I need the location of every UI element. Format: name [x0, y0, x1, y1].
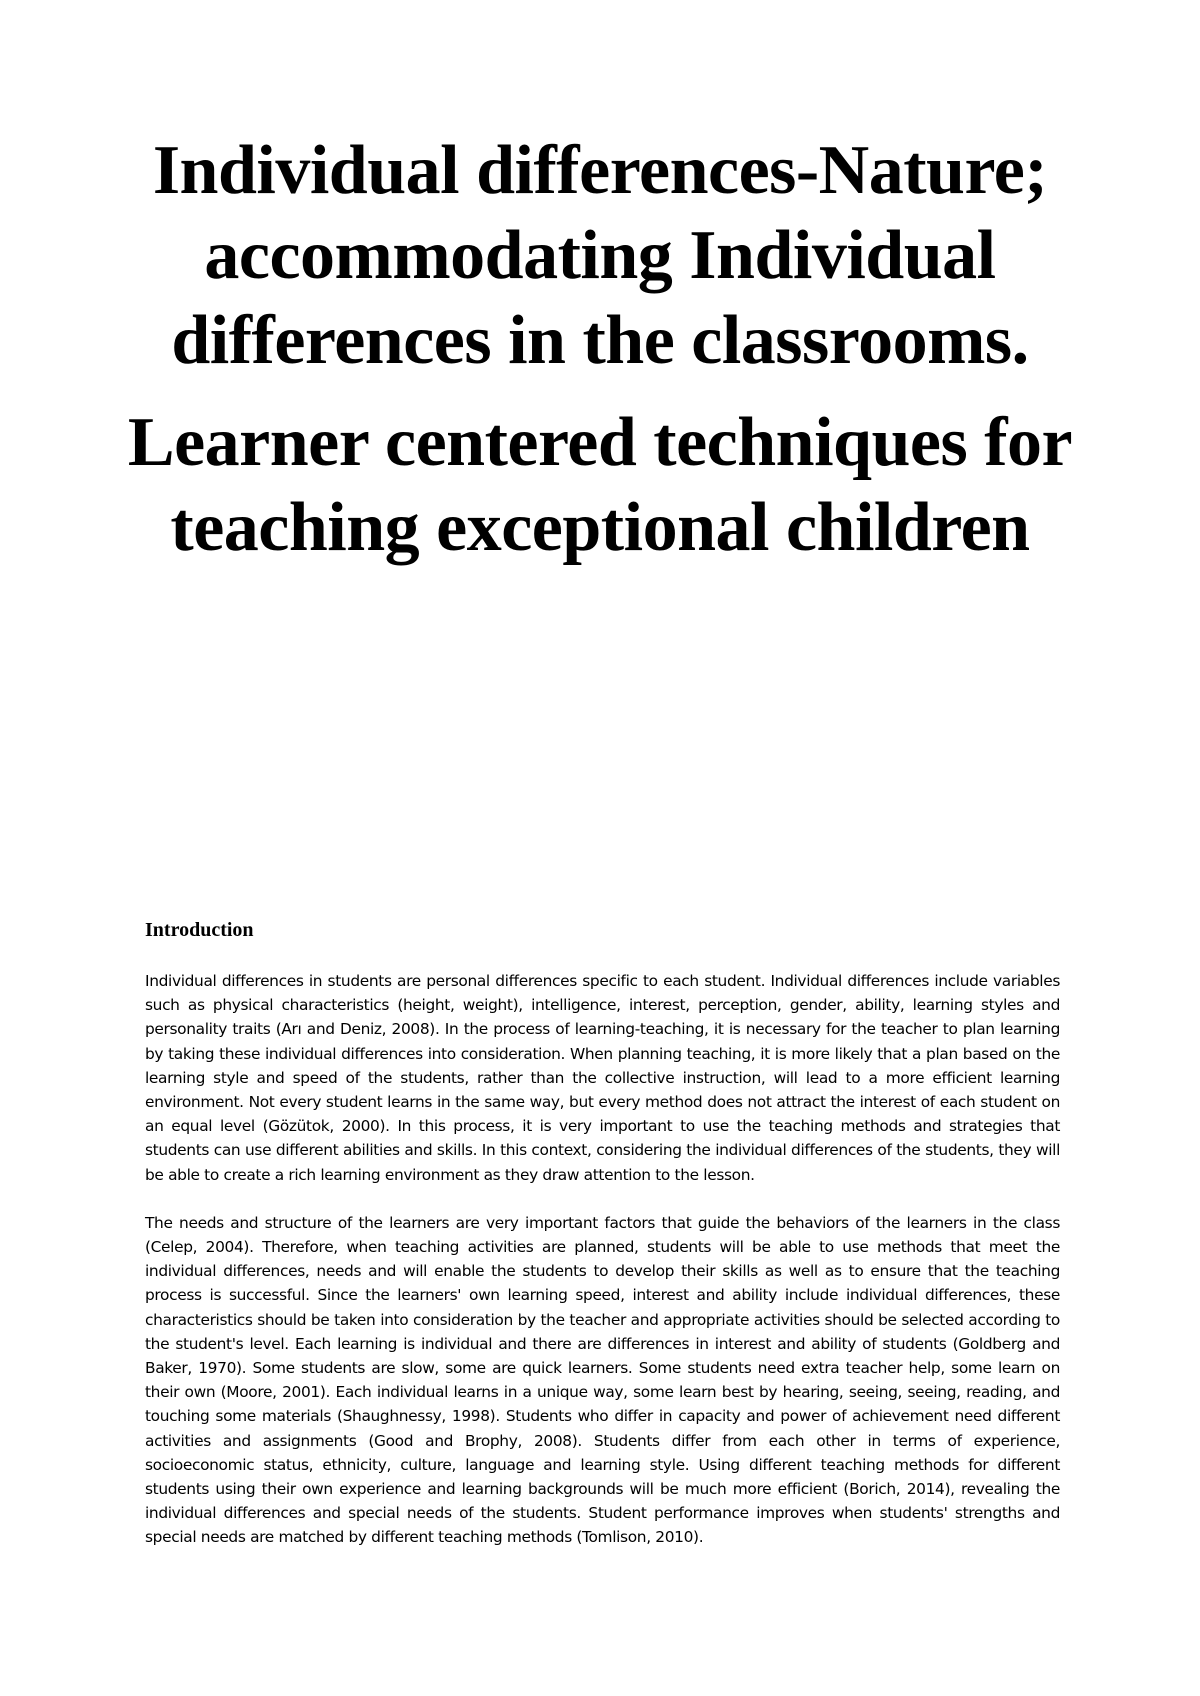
section-heading-introduction: Introduction [145, 919, 254, 941]
title-line-1: Individual differences-Nature; accommodating Individual differences in the classrooms. [152, 132, 1048, 379]
body-paragraph-1: Individual differences in students are personal differences specific to each student. Individual differences include variables such as physical characteristics (height, weight), intelligence, interest, perception, gender, ability, learning styles and personality traits (Arı and Deniz, 2008). In the process of learning-teaching, it is necessary for the teacher to plan learning by taking these individual differences into consideration. When planning teaching, it is more likely that a plan based on the learning style and speed of the students, rather than the collective instruction, will lead to a more efficient learning environment. Not every student learns in the same way, but every method does not attract the interest of each student on an equal level (Gözütok, 2000). In this process, it is very important to use the teaching methods and strategies that students can use different abilities and skills. In this context, considering the individual differences of the students, they will be able to create a rich learning environment as they draw attention to the lesson. [145, 972, 1060, 1184]
document-body [145, 917, 1060, 1574]
document-title [100, 128, 1100, 570]
title-line-2: Learner centered techniques for teaching exceptional children [127, 404, 1073, 566]
body-paragraph-2: The needs and structure of the learners are very important factors that guide the behaviors of the learners in the class (Celep, 2004). Therefore, when teaching activities are planned, students will be able to use methods that meet the individual differences, needs and will enable the students to develop their skills as well as to ensure that the teaching process is successful. Since the learners' own learning speed, interest and ability include individual differences, these characteristics should be taken into consideration by the teacher and appropriate activities should be selected according to the student's level. Each learning is individual and there are differences in interest and ability of students (Goldberg and Baker, 1970). Some students are slow, some are quick learners. Some students need extra teacher help, some learn on their own (Moore, 2001). Each individual learns in a unique way, some learn best by hearing, seeing, seeing, reading, and touching some materials (Shaughnessy, 1998). Students who differ in capacity and power of achievement need different activities and assignments (Good and Brophy, 2008). Students differ from each other in terms of experience, socioeconomic status, ethnicity, culture, language and learning style. Using different teaching methods for different students using their own experience and learning backgrounds will be much more efficient (Borich, 2014), revealing the individual differences and special needs of the students. Student performance improves when students' strengths and special needs are matched by different teaching methods (Tomlison, 2010). [145, 1213, 1060, 1547]
